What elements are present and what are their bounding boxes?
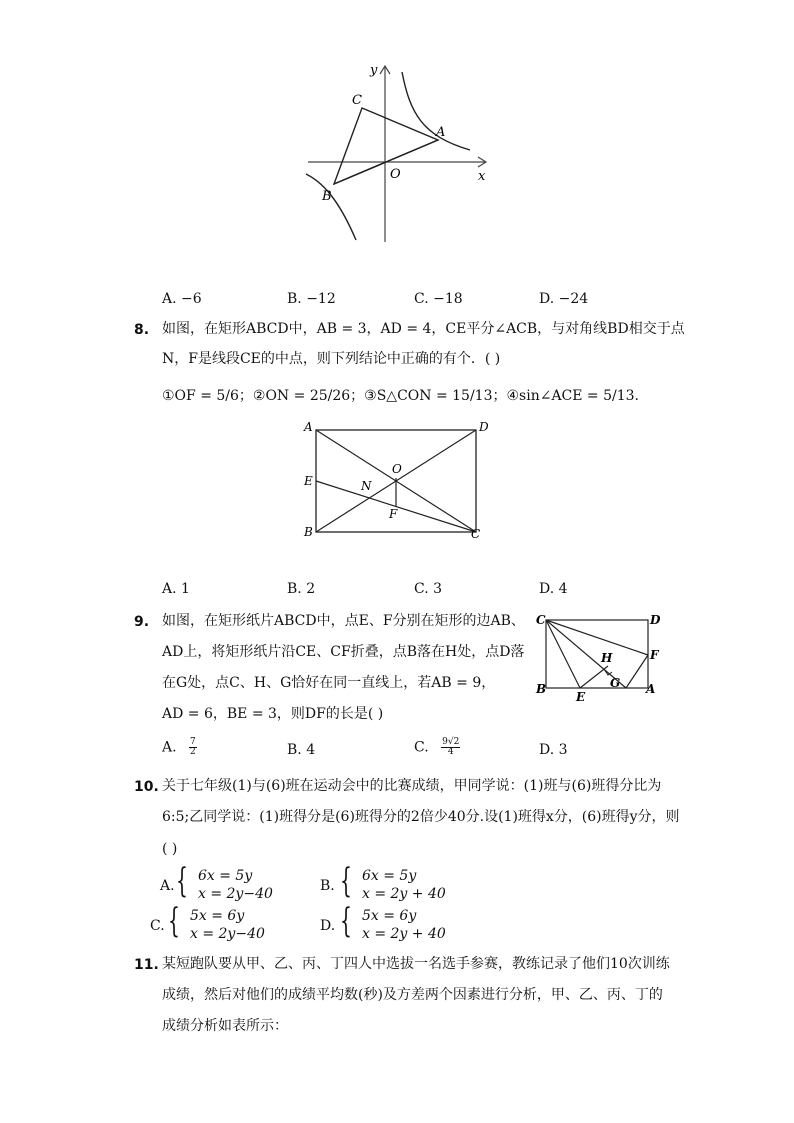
q9-option-a-num: 7 (190, 737, 196, 747)
q10-option-b-eq2: x = 2y + 40 (362, 886, 446, 902)
q10-option-a-eq2: x = 2y−40 (198, 886, 273, 902)
q7-option-d[interactable]: D. −24 (539, 291, 589, 307)
q10-option-a-label: A. (160, 878, 175, 894)
q8-conclusions: ①OF = 5/6；②ON = 25/26；③S△CON = 15/13；④sin∠ACE = 5/13. (162, 388, 640, 404)
q10-option-c-eq2: x = 2y−40 (190, 926, 265, 942)
q8-label-N: N (361, 479, 372, 493)
q9-label-D: D (650, 613, 661, 627)
q7-label-O: O (390, 167, 401, 182)
q10-option-d[interactable] (320, 901, 480, 942)
q9-option-a[interactable] (162, 738, 197, 757)
q11-line3: 成绩分析如表所示： (162, 1018, 288, 1034)
q9-option-c-fraction (441, 738, 460, 757)
q10-option-a-brace: { (176, 861, 188, 901)
q9-option-c[interactable] (414, 738, 460, 757)
q9-option-c-num: 9√2 (442, 737, 460, 747)
q10-option-a[interactable] (160, 861, 310, 902)
q10-line2: 6:5;乙同学说：(1)班得分是(6)班得分的2倍少40分.设(1)班得x分，(6)班得y分，则 (162, 809, 680, 825)
q10-option-d-label: D. (320, 918, 336, 934)
q7-label-C: C (352, 93, 362, 108)
q7-label-y: y (370, 63, 378, 78)
q8-label-E: E (304, 474, 313, 488)
q9-label-E: E (576, 690, 586, 704)
q10-option-c-label: C. (150, 918, 165, 934)
q9-label-H: H (601, 651, 613, 665)
q8-figure (298, 415, 498, 545)
q7-graph (300, 58, 500, 248)
q10-option-d-brace: { (340, 901, 352, 941)
q8-option-b[interactable]: B. 2 (287, 581, 316, 597)
q9-option-a-label: A. (162, 739, 177, 756)
q7-option-c[interactable]: C. −18 (414, 291, 463, 307)
q8-label-B: B (304, 525, 313, 539)
q8-line1: 如图，在矩形ABCD中，AB = 3，AD = 4，CE平分∠ACB，与对角线BD相交于点 (162, 321, 685, 337)
q9-number: 9. (134, 614, 150, 630)
q10-option-b-brace: { (340, 861, 352, 901)
q10-line3: ( ) (162, 841, 178, 857)
q9-label-G: G (610, 676, 621, 690)
q9-line1: 如图，在矩形纸片ABCD中，点E、F分别在矩形的边AB、 (162, 613, 525, 629)
q8-label-D: D (479, 420, 489, 434)
q11-line2: 成绩，然后对他们的成绩平均数(秒)及方差两个因素进行分析，甲、乙、丙、丁的 (162, 987, 663, 1003)
q8-label-F: F (389, 507, 398, 521)
q10-option-c-brace: { (168, 901, 180, 941)
q9-label-B: B (536, 682, 547, 696)
q10-option-d-eq1: 5x = 6y (362, 908, 417, 924)
q8-label-C: C (471, 527, 481, 541)
q8-option-a[interactable]: A. 1 (162, 581, 190, 597)
q9-option-c-den: 4 (447, 747, 454, 757)
q10-option-c-eq1: 5x = 6y (190, 908, 245, 924)
q9-label-F: F (650, 648, 659, 662)
q8-label-O: O (392, 462, 402, 476)
q11-line1: 某短跑队要从甲、乙、丙、丁四人中选拔一名选手参赛，教练记录了他们10次训练 (162, 956, 670, 972)
q9-figure (532, 610, 664, 705)
q7-option-a[interactable]: A. −6 (162, 291, 202, 307)
q10-option-c[interactable] (150, 901, 300, 942)
q8-label-A: A (304, 420, 313, 434)
q10-line1: 关于七年级(1)与(6)班在运动会中的比赛成绩，甲同学说：(1)班与(6)班得分比为 (162, 778, 662, 794)
q9-option-c-label: C. (414, 739, 429, 756)
q9-label-C: C (536, 613, 546, 627)
q10-option-a-eq1: 6x = 5y (198, 868, 253, 884)
q10-option-b[interactable] (320, 861, 480, 902)
q7-option-b[interactable]: B. −12 (287, 291, 336, 307)
q10-option-d-eq2: x = 2y + 40 (362, 926, 446, 942)
q9-option-b[interactable]: B. 4 (287, 742, 316, 758)
q8-line2: N，F是线段CE的中点，则下列结论中正确的有个．( ) (162, 351, 501, 367)
q9-line4: AD = 6，BE = 3，则DF的长是( ) (162, 706, 384, 722)
q9-line2: AD上，将矩形纸片沿CE、CF折叠，点B落在H处，点D落 (162, 644, 525, 660)
q7-label-B: B (322, 189, 332, 204)
q10-option-b-eq1: 6x = 5y (362, 868, 417, 884)
q9-line3: 在G处，点C、H、G恰好在同一直线上，若AB = 9， (162, 675, 496, 691)
q9-option-a-fraction (189, 738, 197, 757)
q8-number: 8. (134, 322, 150, 338)
q9-label-A: A (646, 682, 656, 696)
q7-label-A: A (436, 125, 446, 140)
q8-option-c[interactable]: C. 3 (414, 581, 443, 597)
q10-number: 10. (134, 779, 159, 795)
q8-option-d[interactable]: D. 4 (539, 581, 568, 597)
q10-option-b-label: B. (320, 878, 335, 894)
q9-option-a-den: 2 (190, 747, 196, 757)
q7-label-x: x (478, 169, 486, 184)
q9-option-d[interactable]: D. 3 (539, 742, 568, 758)
q11-number: 11. (134, 957, 159, 973)
